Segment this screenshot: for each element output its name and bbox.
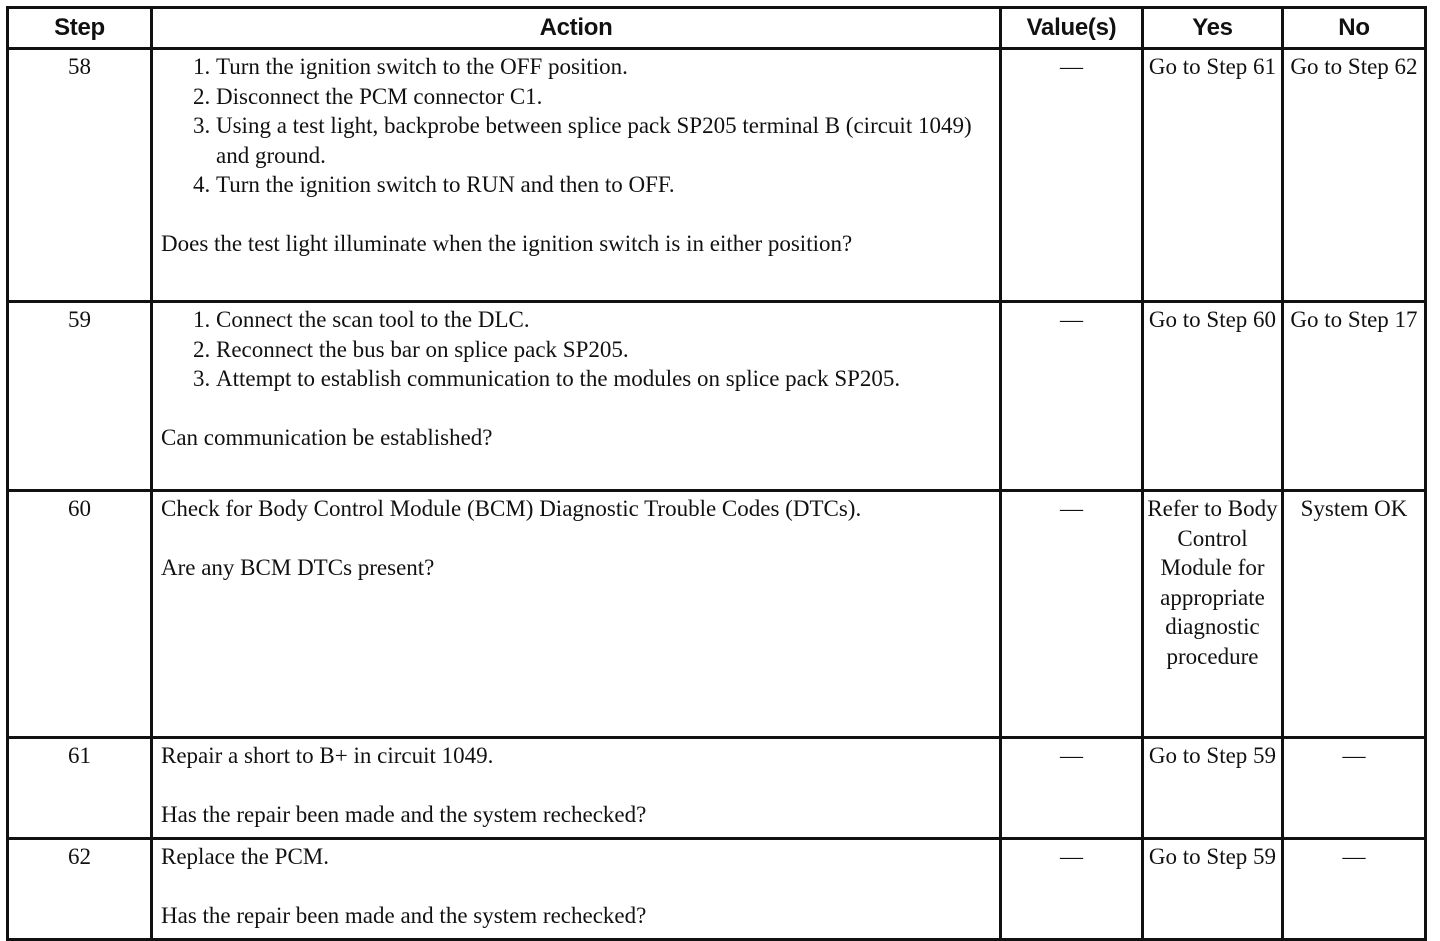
action-cell [152,839,1001,940]
action-statement: Replace the PCM. [161,844,329,869]
table-header-row [8,8,1426,49]
table-row [8,839,1426,940]
value-cell: — [1001,302,1143,491]
action-steps-list [161,52,989,200]
value-cell: — [1001,49,1143,302]
step-number: 62 [8,839,152,940]
step-number: 61 [8,738,152,839]
table-row [8,49,1426,302]
no-cell: Go to Step 17 [1283,302,1426,491]
header-step: Step [8,8,152,49]
action-statement: Repair a short to B+ in circuit 1049. [161,743,494,768]
no-cell: — [1283,738,1426,839]
action-question: Has the repair been made and the system rechecked? [161,903,647,928]
table-row [8,302,1426,491]
yes-cell: Refer to Body Control Module for appropriate diagnostic procedure [1143,491,1283,738]
step-number: 60 [8,491,152,738]
action-step: 2. Reconnect the bus bar on splice pack SP205. [216,335,989,365]
diagnostic-table [6,6,1427,941]
action-statement: Check for Body Control Module (BCM) Diagnostic Trouble Codes (DTCs). [161,496,862,521]
no-cell: System OK [1283,491,1426,738]
value-cell: — [1001,839,1143,940]
action-cell [152,738,1001,839]
action-step: 1. Connect the scan tool to the DLC. [216,305,989,335]
yes-cell: Go to Step 60 [1143,302,1283,491]
value-cell: — [1001,491,1143,738]
action-step: 3. Attempt to establish communication to the modules on splice pack SP205. [216,364,989,394]
action-question: Are any BCM DTCs present? [161,555,435,580]
header-values: Value(s) [1001,8,1143,49]
yes-cell: Go to Step 61 [1143,49,1283,302]
step-number: 59 [8,302,152,491]
no-cell: Go to Step 62 [1283,49,1426,302]
action-steps-list [161,305,989,394]
yes-cell: Go to Step 59 [1143,839,1283,940]
header-yes: Yes [1143,8,1283,49]
action-step: 2. Disconnect the PCM connector C1. [216,82,989,112]
action-question: Does the test light illuminate when the ignition switch is in either position? [161,231,853,256]
yes-cell: Go to Step 59 [1143,738,1283,839]
value-cell: — [1001,738,1143,839]
no-cell: — [1283,839,1426,940]
header-no: No [1283,8,1426,49]
action-step: 4. Turn the ignition switch to RUN and then to OFF. [216,170,989,200]
action-cell [152,302,1001,491]
table-row [8,738,1426,839]
action-cell [152,49,1001,302]
action-step: 3. Using a test light, backprobe between splice pack SP205 terminal B (circuit 1049) and ground. [216,111,989,170]
header-action: Action [152,8,1001,49]
action-step: 1. Turn the ignition switch to the OFF position. [216,52,989,82]
action-question: Can communication be established? [161,425,493,450]
action-cell [152,491,1001,738]
table-row [8,491,1426,738]
step-number: 58 [8,49,152,302]
action-question: Has the repair been made and the system rechecked? [161,802,647,827]
